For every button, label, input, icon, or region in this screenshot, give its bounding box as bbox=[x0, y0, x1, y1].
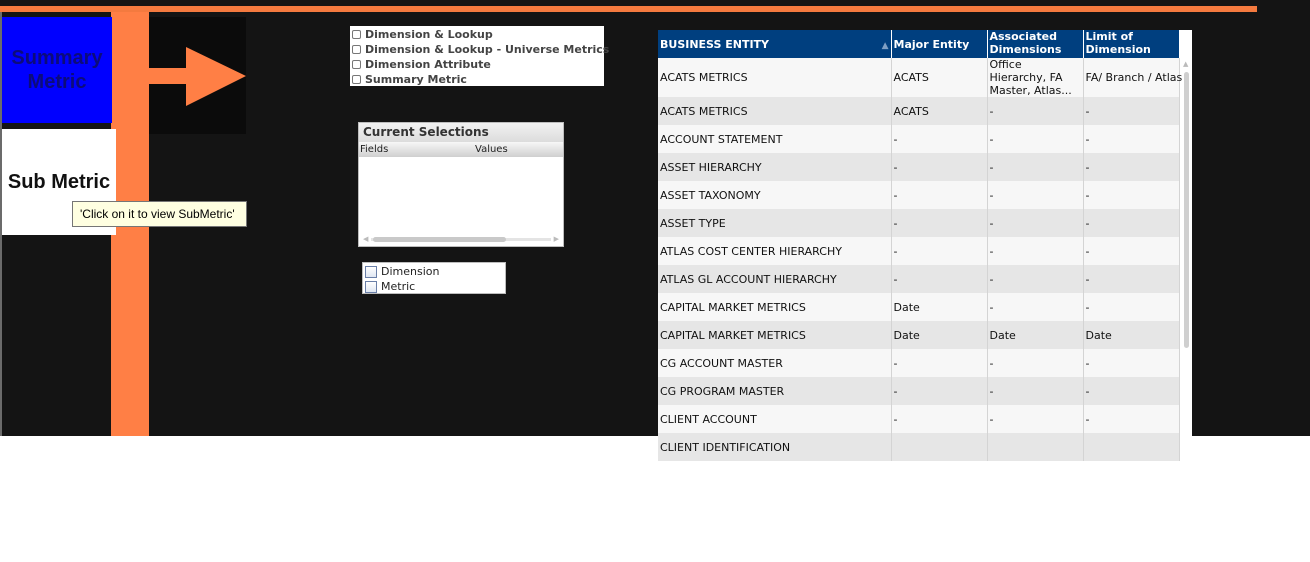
business-entity-cell[interactable]: ASSET HIERARCHY bbox=[658, 153, 891, 181]
filter-item-dimension-lookup[interactable] bbox=[350, 27, 604, 42]
associated-dimensions-cell[interactable] bbox=[987, 433, 1083, 461]
business-entity-cell[interactable]: CLIENT ACCOUNT bbox=[658, 405, 891, 433]
limit-of-dimension-cell[interactable]: - bbox=[1083, 265, 1179, 293]
major-entity-cell[interactable]: ACATS bbox=[891, 58, 987, 97]
associated-dimensions-cell[interactable]: - bbox=[987, 265, 1083, 293]
scroll-up-icon[interactable]: ▲ bbox=[1183, 60, 1189, 68]
limit-of-dimension-cell[interactable]: - bbox=[1083, 349, 1179, 377]
dimension-option[interactable] bbox=[363, 264, 505, 279]
business-entity-table bbox=[658, 30, 1192, 454]
sub-metric-label: Sub Metric bbox=[7, 170, 111, 193]
limit-of-dimension-cell[interactable]: - bbox=[1083, 181, 1179, 209]
business-entity-cell[interactable]: ACATS METRICS bbox=[658, 58, 891, 97]
limit-of-dimension-header-label: Limit of Dimension bbox=[1085, 30, 1151, 56]
limit-of-dimension-cell[interactable]: - bbox=[1083, 153, 1179, 181]
major-entity-cell[interactable]: - bbox=[891, 153, 987, 181]
business-entity-cell[interactable]: CG PROGRAM MASTER bbox=[658, 377, 891, 405]
checkbox-icon[interactable] bbox=[365, 281, 377, 293]
summary-metric-label: Summary Metric bbox=[11, 47, 103, 93]
major-entity-cell[interactable]: - bbox=[891, 265, 987, 293]
associated-dimensions-cell[interactable]: Office Hierarchy, FA Master, Atlas... bbox=[987, 58, 1083, 97]
table-row[interactable] bbox=[658, 293, 1179, 321]
top-accent-bar bbox=[0, 6, 1257, 12]
major-entity-cell[interactable] bbox=[891, 433, 987, 461]
table-row[interactable] bbox=[658, 58, 1179, 97]
current-selections-title: Current Selections bbox=[359, 123, 563, 142]
checkbox-icon[interactable] bbox=[352, 30, 361, 39]
metric-option[interactable] bbox=[363, 279, 505, 294]
business-entity-cell[interactable]: CLIENT IDENTIFICATION bbox=[658, 433, 891, 461]
associated-dimensions-cell[interactable]: - bbox=[987, 181, 1083, 209]
checkbox-icon[interactable] bbox=[352, 45, 361, 54]
current-selections-header bbox=[359, 142, 563, 157]
major-entity-cell[interactable]: - bbox=[891, 237, 987, 265]
associated-dimensions-cell[interactable]: - bbox=[987, 349, 1083, 377]
scroll-right-icon[interactable]: ▶ bbox=[553, 235, 559, 243]
associated-dimensions-cell[interactable]: - bbox=[987, 237, 1083, 265]
major-entity-cell[interactable]: - bbox=[891, 181, 987, 209]
scroll-thumb[interactable] bbox=[373, 237, 506, 242]
scroll-left-icon[interactable]: ◀ bbox=[363, 235, 369, 243]
limit-of-dimension-cell[interactable]: - bbox=[1083, 377, 1179, 405]
major-entity-cell[interactable]: - bbox=[891, 209, 987, 237]
table-row[interactable] bbox=[658, 181, 1179, 209]
associated-dimensions-cell[interactable]: Date bbox=[987, 321, 1083, 349]
table-row[interactable] bbox=[658, 265, 1179, 293]
checkbox-icon[interactable] bbox=[352, 75, 361, 84]
limit-of-dimension-cell[interactable] bbox=[1083, 433, 1179, 461]
business-entity-header-label: BUSINESS ENTITY bbox=[660, 37, 770, 51]
limit-of-dimension-cell[interactable]: FA/ Branch / Atlas bbox=[1083, 58, 1179, 97]
major-entity-cell[interactable]: - bbox=[891, 377, 987, 405]
associated-dimensions-cell[interactable]: - bbox=[987, 405, 1083, 433]
major-entity-cell[interactable]: ACATS bbox=[891, 97, 987, 125]
dimension-option-label: Dimension bbox=[381, 265, 440, 278]
filter-item-summary-metric[interactable] bbox=[350, 72, 604, 87]
table-row[interactable] bbox=[658, 349, 1179, 377]
table-row[interactable] bbox=[658, 433, 1179, 461]
filter-item-label: Dimension & Lookup - Universe Metrics bbox=[365, 43, 610, 56]
current-selections-box bbox=[358, 122, 564, 247]
business-entity-cell[interactable]: ASSET TYPE bbox=[658, 209, 891, 237]
business-entity-cell[interactable]: CAPITAL MARKET METRICS bbox=[658, 293, 891, 321]
major-entity-header-label: Major Entity bbox=[893, 37, 970, 51]
associated-dimensions-cell[interactable]: - bbox=[987, 125, 1083, 153]
arrow-panel bbox=[149, 17, 246, 134]
major-entity-cell[interactable]: Date bbox=[891, 293, 987, 321]
filter-item-dimension-attribute[interactable] bbox=[350, 57, 604, 72]
table-row[interactable] bbox=[658, 209, 1179, 237]
business-entity-cell[interactable]: ATLAS COST CENTER HIERARCHY bbox=[658, 237, 891, 265]
table-header-row bbox=[658, 30, 1179, 58]
major-entity-cell[interactable]: - bbox=[891, 125, 987, 153]
limit-of-dimension-cell[interactable]: - bbox=[1083, 209, 1179, 237]
dimension-metric-listbox bbox=[362, 262, 506, 294]
business-entity-header[interactable] bbox=[658, 30, 891, 58]
major-entity-cell[interactable]: - bbox=[891, 349, 987, 377]
associated-dimensions-cell[interactable]: - bbox=[987, 153, 1083, 181]
business-entity-cell[interactable]: ASSET TAXONOMY bbox=[658, 181, 891, 209]
table-row[interactable] bbox=[658, 153, 1179, 181]
submetric-tooltip: 'Click on it to view SubMetric' bbox=[72, 201, 247, 227]
metric-type-listbox bbox=[350, 26, 610, 86]
table-row[interactable] bbox=[658, 377, 1179, 405]
summary-metric-button[interactable] bbox=[2, 17, 112, 123]
sort-ascending-icon[interactable]: ▲ bbox=[881, 41, 889, 51]
limit-of-dimension-cell[interactable]: Date bbox=[1083, 321, 1179, 349]
limit-of-dimension-cell[interactable]: - bbox=[1083, 237, 1179, 265]
limit-of-dimension-cell[interactable]: - bbox=[1083, 405, 1179, 433]
major-entity-cell[interactable]: Date bbox=[891, 321, 987, 349]
business-entity-cell[interactable]: CG ACCOUNT MASTER bbox=[658, 349, 891, 377]
scroll-thumb[interactable] bbox=[1184, 72, 1189, 348]
associated-dimensions-cell[interactable]: - bbox=[987, 209, 1083, 237]
business-entity-cell[interactable]: CAPITAL MARKET METRICS bbox=[658, 321, 891, 349]
business-entity-cell[interactable]: ATLAS GL ACCOUNT HIERARCHY bbox=[658, 265, 891, 293]
table-row[interactable] bbox=[658, 405, 1179, 433]
limit-of-dimension-cell[interactable]: - bbox=[1083, 97, 1179, 125]
table-row[interactable] bbox=[658, 237, 1179, 265]
major-entity-header[interactable] bbox=[891, 30, 987, 58]
checkbox-icon[interactable] bbox=[365, 266, 377, 278]
filter-item-label: Summary Metric bbox=[365, 73, 467, 86]
table-row[interactable] bbox=[658, 321, 1179, 349]
table-row[interactable] bbox=[658, 125, 1179, 153]
associated-dimensions-cell[interactable]: - bbox=[987, 293, 1083, 321]
associated-dimensions-header-label: Associated Dimensions bbox=[989, 30, 1062, 56]
fields-column-header[interactable]: Fields bbox=[360, 144, 389, 155]
right-arrow-icon bbox=[149, 17, 246, 134]
associated-dimensions-header[interactable] bbox=[987, 30, 1083, 58]
limit-of-dimension-cell[interactable]: - bbox=[1083, 293, 1179, 321]
associated-dimensions-cell[interactable]: - bbox=[987, 377, 1083, 405]
metric-option-label: Metric bbox=[381, 280, 416, 293]
major-entity-cell[interactable]: - bbox=[891, 405, 987, 433]
data-grid bbox=[658, 30, 1183, 461]
limit-of-dimension-header[interactable] bbox=[1083, 30, 1179, 58]
filter-item-label: Dimension & Lookup bbox=[365, 28, 493, 41]
vertical-scrollbar[interactable] bbox=[1182, 58, 1192, 436]
values-column-header[interactable]: Values bbox=[475, 144, 508, 155]
table-row[interactable] bbox=[658, 97, 1179, 125]
business-entity-cell[interactable]: ACCOUNT STATEMENT bbox=[658, 125, 891, 153]
limit-of-dimension-cell[interactable]: - bbox=[1083, 125, 1179, 153]
filter-item-dimension-lookup-universe[interactable] bbox=[350, 42, 610, 57]
associated-dimensions-cell[interactable]: - bbox=[987, 97, 1083, 125]
business-entity-cell[interactable]: ACATS METRICS bbox=[658, 97, 891, 125]
horizontal-scrollbar[interactable] bbox=[363, 235, 559, 243]
filter-item-label: Dimension Attribute bbox=[365, 58, 491, 71]
checkbox-icon[interactable] bbox=[352, 60, 361, 69]
